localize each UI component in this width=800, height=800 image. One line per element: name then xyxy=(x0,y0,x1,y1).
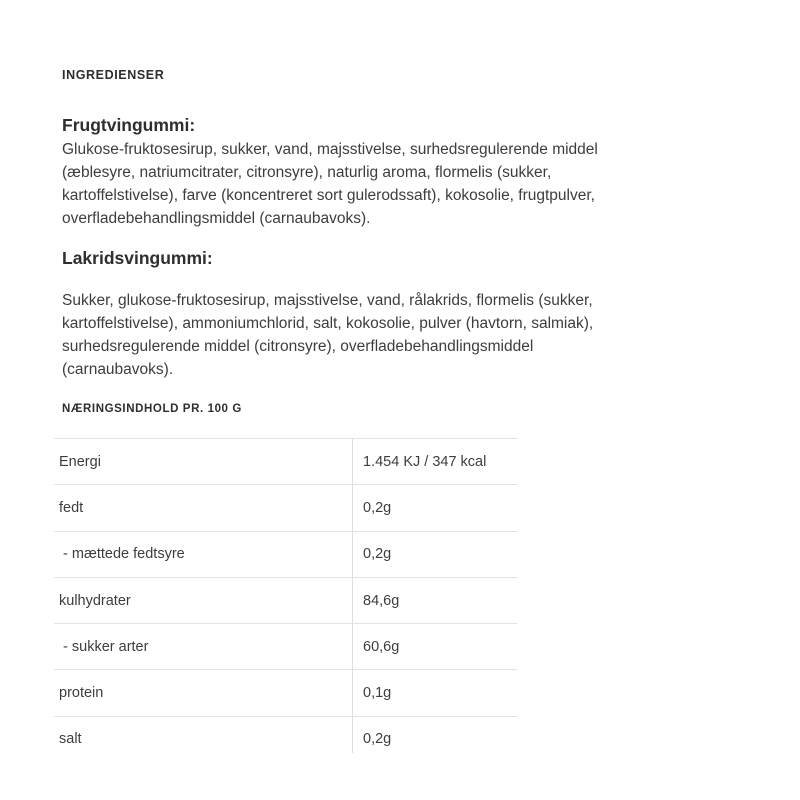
ingredients-section-title: INGREDIENSER xyxy=(62,68,165,82)
nutrition-row-salt xyxy=(54,716,517,762)
nutrition-value: 0,2g xyxy=(363,546,392,563)
ingredient-group-heading-licorice: Lakridsvingummi: xyxy=(62,248,213,268)
nutrition-row-carbohydrates xyxy=(54,577,517,623)
nutrition-value: 0,2g xyxy=(363,499,392,516)
nutrition-row-protein xyxy=(54,669,517,715)
ingredient-group-heading-fruit: Frugtvingummi: xyxy=(62,115,196,135)
nutrition-label: fedt xyxy=(59,499,84,516)
nutrition-label: kulhydrater xyxy=(59,592,131,609)
nutrition-row-energy xyxy=(54,438,517,484)
nutrition-value: 1.454 KJ / 347 kcal xyxy=(363,453,487,470)
nutrition-row-fat xyxy=(54,484,517,530)
product-info-section xyxy=(59,68,702,762)
nutrition-label: - mættede fedtsyre xyxy=(59,546,185,563)
nutrition-section-title: NÆRINGSINDHOLD PR. 100 G xyxy=(62,403,242,415)
table-column-divider xyxy=(352,439,353,753)
nutrition-label: salt xyxy=(59,731,82,748)
nutrition-row-sugars xyxy=(54,623,517,669)
nutrition-label: - sukker arter xyxy=(59,638,149,655)
nutrition-row-saturated-fat xyxy=(54,531,517,577)
nutrition-value: 0,2g xyxy=(363,731,392,748)
nutrition-label: Energi xyxy=(59,453,101,470)
ingredient-group-text-fruit: Glukose-fruktosesirup, sukker, vand, majsstivelse, surhedsregulerende middel (æblesyre, natriumcitrater, citronsyre), naturlig aroma, flormelis (sukker, kartoffelstivelse), farve (koncentreret sort gulerodssaft), kokosolie, frugtpulver, overfladebehandlingsmiddel (carnaubavoks). xyxy=(62,141,598,227)
nutrition-value: 0,1g xyxy=(363,685,392,702)
nutrition-value: 84,6g xyxy=(363,592,400,609)
nutrition-table xyxy=(54,438,517,762)
ingredient-group-text-licorice: Sukker, glukose-fruktosesirup, majsstivelse, vand, rålakrids, flormelis (sukker, kartoffelstivelse), ammoniumchlorid, salt, kokosolie, pulver (havtorn, salmiak), surhedsregulerende middel (citronsyre), overfladebehandlingsmiddel (carnaubavoks). xyxy=(62,292,594,378)
nutrition-value: 60,6g xyxy=(363,638,400,655)
nutrition-label: protein xyxy=(59,685,104,702)
